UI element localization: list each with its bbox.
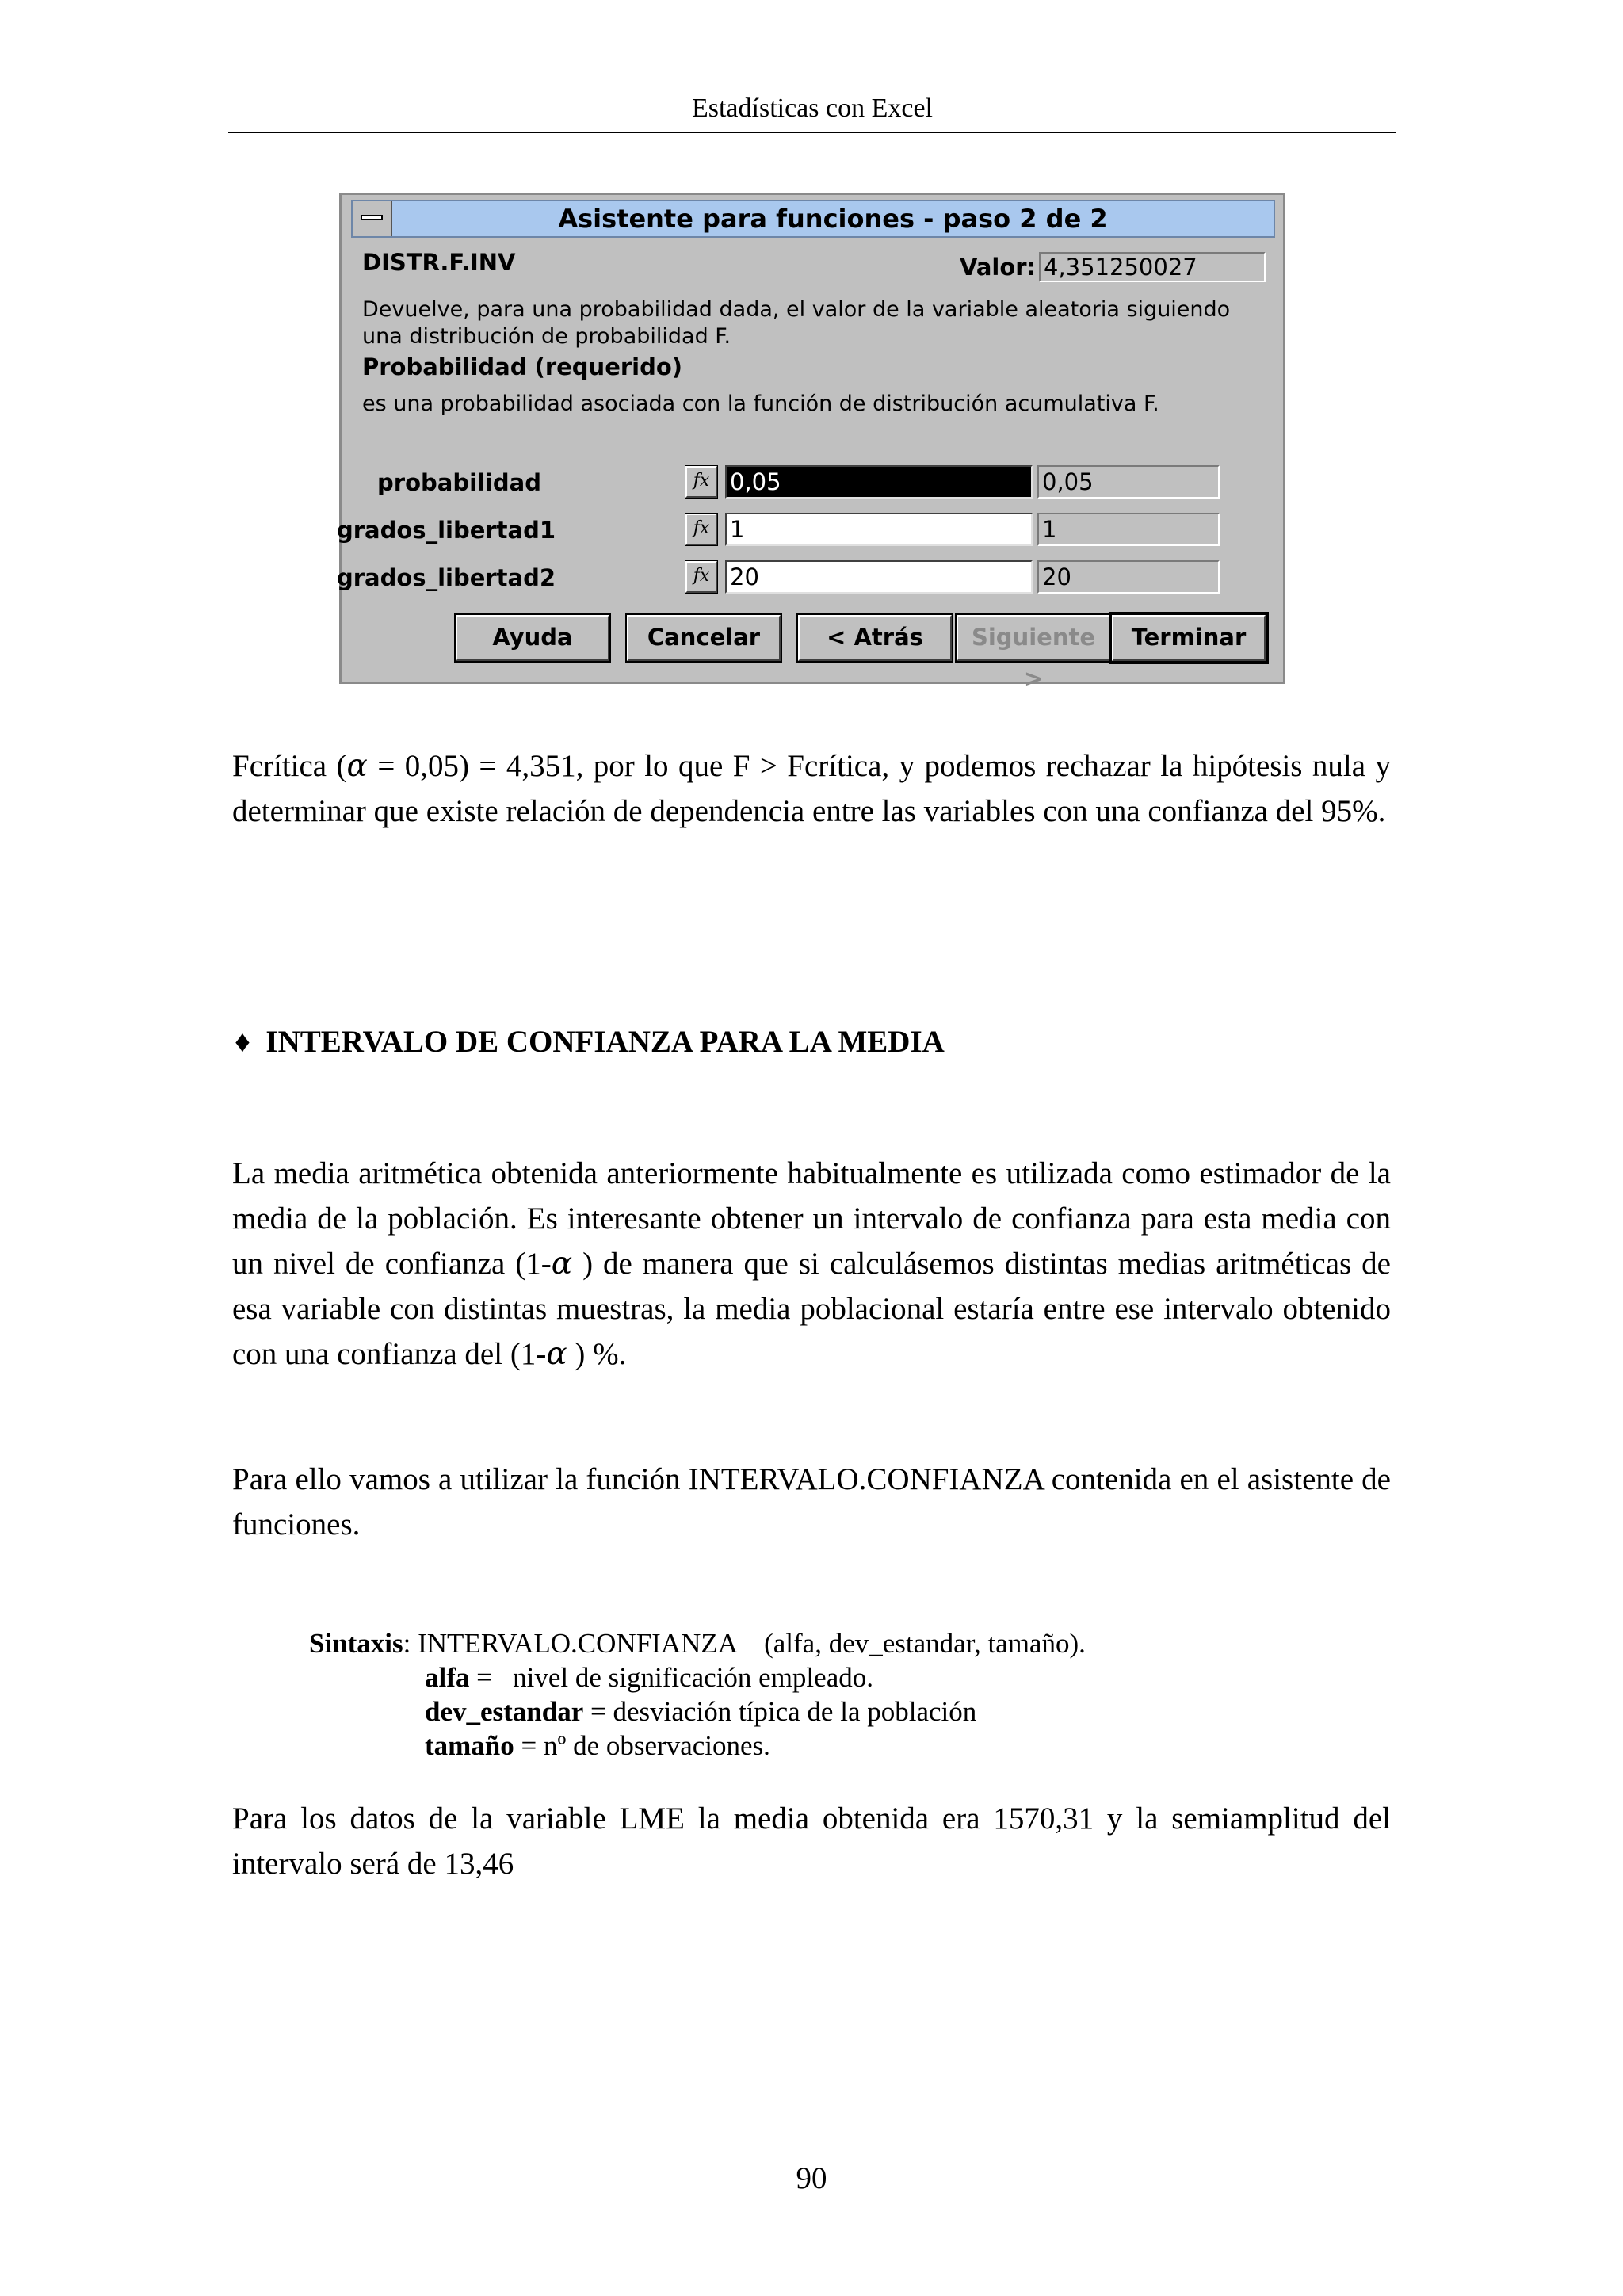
- alpha-symbol: α: [551, 1246, 573, 1282]
- paragraph-intervalo: Para ello vamos a utilizar la función INTERVALO.CONFIANZA contenida en el asistente de funciones.: [232, 1462, 1391, 1541]
- text-run: ) de manera que si calculásemos distintas medias aritméticas de esa variable con distintas muestras, la media poblacional estaría entre ese intervalo obtenido con una confianza del (1-: [232, 1247, 1391, 1371]
- alfa-term: alfa: [425, 1662, 470, 1693]
- fx-icon: fx: [693, 471, 710, 491]
- grados-libertad1-label: grados_libertad1: [337, 517, 556, 544]
- probabilidad-input[interactable]: [725, 465, 1033, 499]
- argument-title: Probabilidad (requerido): [362, 353, 683, 380]
- function-wizard-dialog: [337, 193, 1285, 692]
- grados-libertad2-label: grados_libertad2: [337, 564, 556, 591]
- syntax-tamano: [309, 1729, 1086, 1763]
- section-heading: [235, 1024, 945, 1060]
- syntax-alfa: [309, 1660, 1086, 1694]
- next-button[interactable]: Siguiente >: [957, 615, 1110, 661]
- finish-button[interactable]: Terminar: [1112, 615, 1266, 661]
- text-run: La media aritmética obtenida anteriormente habitualmente es utilizada como estimador de la media de la población. Es interesante obtener un intervalo de confianza para esta media con un nivel de confianza (1-: [232, 1156, 1391, 1281]
- paragraph-lme: Para los datos de la variable LME la media obtenida era 1570,31 y la semiamplitud del intervalo será de 13,46: [232, 1801, 1391, 1881]
- grados-libertad1-input[interactable]: [725, 513, 1033, 546]
- grados-libertad2-input[interactable]: [725, 560, 1033, 594]
- cancel-button[interactable]: Cancelar: [627, 615, 781, 661]
- grados-libertad1-result: 1: [1037, 513, 1220, 546]
- page-number: 90: [796, 2161, 827, 2195]
- heading-text: INTERVALO DE CONFIANZA PARA LA MEDIA: [265, 1025, 945, 1059]
- probabilidad-fx-button[interactable]: [685, 466, 717, 498]
- bullet-diamond-icon: ♦: [235, 1025, 250, 1059]
- syntax-function: : INTERVALO.CONFIANZA (alfa, dev_estandar, tamaño).: [403, 1628, 1086, 1659]
- dialog-title: Asistente para funciones - paso 2 de 2: [558, 204, 1108, 234]
- fx-icon: fx: [693, 566, 710, 586]
- system-menu-icon: [361, 215, 383, 220]
- function-name: DISTR.F.INV: [362, 249, 516, 276]
- grados-libertad2-result: 20: [1037, 560, 1220, 594]
- fx-icon: fx: [693, 518, 710, 538]
- text-run: ) %.: [575, 1337, 627, 1371]
- dialog-titlebar: [351, 200, 1275, 238]
- alfa-definition: = nivel de significación empleado.: [469, 1662, 873, 1693]
- alpha-symbol: α: [546, 1336, 567, 1372]
- valor-value: 4,351250027: [1039, 252, 1266, 282]
- paragraph-fcritica: [232, 743, 1391, 834]
- alpha-symbol: α: [346, 748, 368, 784]
- tamano-term: tamaño: [425, 1730, 514, 1761]
- dev-estandar-term: dev_estandar: [425, 1696, 584, 1727]
- grados-libertad1-fx-button[interactable]: [685, 514, 717, 545]
- syntax-dev-estandar: [309, 1694, 1086, 1729]
- paragraph-media: [232, 1151, 1391, 1377]
- back-button[interactable]: < Atrás: [798, 615, 952, 661]
- running-header: Estadísticas con Excel: [691, 94, 933, 123]
- header-rule: [228, 132, 1396, 133]
- argument-description: es una probabilidad asociada con la función de distribución acumulativa F.: [362, 392, 1159, 416]
- valor-label: Valor:: [960, 254, 1037, 281]
- text-run: Fcrítica (: [232, 749, 347, 783]
- syntax-label: Sintaxis: [309, 1628, 403, 1659]
- help-button[interactable]: Ayuda: [456, 615, 609, 661]
- probabilidad-result: 0,05: [1037, 465, 1220, 499]
- grados-libertad2-fx-button[interactable]: [685, 561, 717, 593]
- system-menu-button[interactable]: [353, 201, 392, 236]
- syntax-block: [309, 1626, 1086, 1763]
- probabilidad-label: probabilidad: [377, 469, 541, 496]
- syntax-line: [309, 1626, 1086, 1660]
- dev-estandar-definition: = desviación típica de la población: [583, 1696, 977, 1727]
- tamano-definition: = nº de observaciones.: [514, 1730, 770, 1761]
- text-run: = 0,05) = 4,351, por lo que F > Fcrítica, y podemos rechazar la hipótesis nula y determinar que existe relación de dependencia entre las variables con una confianza del 95%.: [232, 749, 1392, 828]
- function-description: Devuelve, para una probabilidad dada, el valor de la variable aleatoria siguiendo una distribución de probabilidad F.: [362, 297, 1231, 349]
